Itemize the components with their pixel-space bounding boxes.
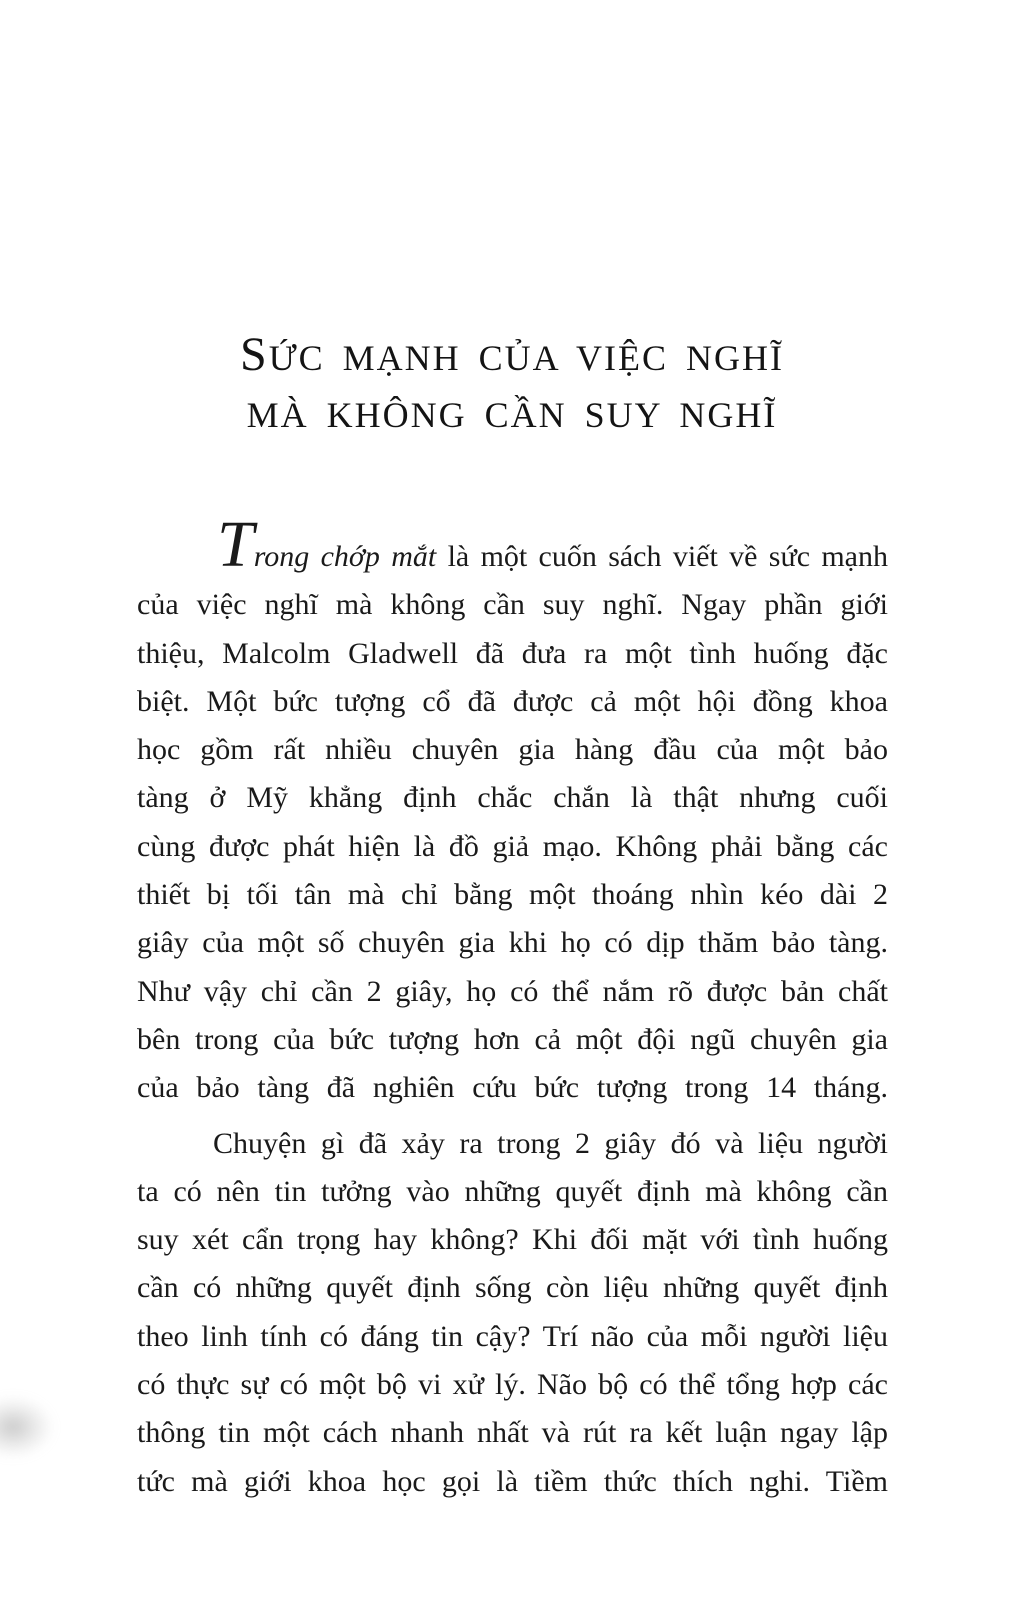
- text-line: ta có nên tin tưởng vào những quyết định mà không cần: [137, 1174, 888, 1208]
- paragraph-1-first-line: [137, 508, 888, 581]
- lead-initial-letter: T: [217, 508, 254, 581]
- chapter-title-line-2: MÀ KHÔNG CẦN SUY NGHĨ: [246, 395, 778, 435]
- text-line: thiệu, Malcolm Gladwell đã đưa ra một tình huống đặc: [137, 636, 888, 670]
- text-line: thiết bị tối tân mà chỉ bằng một thoáng nhìn kéo dài 2: [137, 878, 888, 912]
- text-line: có thực sự có một bộ vi xử lý. Não bộ có thể tổng hợp các: [137, 1368, 888, 1402]
- chapter-title-line-1: [0, 330, 1024, 387]
- text-line: của việc nghĩ mà không cần suy nghĩ. Ngay phần giới: [137, 588, 888, 622]
- text-line: giây của một số chuyên gia khi họ có dịp thăm bảo tàng.: [137, 926, 888, 960]
- scan-smudge-artifact: [0, 1396, 54, 1458]
- text-line: tức mà giới khoa học gọi là tiềm thức thích nghi. Tiềm: [137, 1464, 888, 1498]
- text-line: cần có những quyết định sống còn liệu những quyết định: [137, 1271, 888, 1305]
- text-line: cùng được phát hiện là đồ giả mạo. Không phải bằng các: [137, 829, 888, 863]
- title-line1-text: ỨC MẠNH CỦA VIỆC NGHĨ: [268, 338, 784, 378]
- text-line: suy xét cẩn trọng hay không? Khi đối mặt với tình huống: [137, 1223, 888, 1257]
- text-line: bên trong của bức tượng hơn cả một đội ngũ chuyên gia: [137, 1022, 888, 1056]
- text-line: theo linh tính có đáng tin cậy? Trí não của mỗi người liệu: [137, 1319, 888, 1353]
- first-line-text: là một cuốn sách viết về sức mạnh: [436, 540, 888, 573]
- paragraph-2: [137, 1120, 888, 1506]
- title-initial-cap: S: [240, 328, 269, 381]
- text-line: tàng ở Mỹ khẳng định chắc chắn là thật nhưng cuối: [137, 781, 888, 815]
- chapter-title: [0, 330, 1024, 444]
- book-title-italic: rong chớp mắt: [253, 540, 437, 573]
- paragraph-1: [137, 508, 888, 1113]
- text-line: thông tin một cách nhanh nhất và rút ra kết luận ngay lập: [137, 1416, 888, 1450]
- page-body-text: [137, 508, 888, 1506]
- text-line: biệt. Một bức tượng cổ đã được cả một hội đồng khoa: [137, 684, 888, 718]
- paragraph-2-first-line: Chuyện gì đã xảy ra trong 2 giây đó và liệu người: [213, 1126, 888, 1160]
- text-line: học gồm rất nhiều chuyên gia hàng đầu của một bảo: [137, 733, 888, 767]
- text-line: Như vậy chỉ cần 2 giây, họ có thể nắm rõ được bản chất: [137, 974, 888, 1008]
- text-line: của bảo tàng đã nghiên cứu bức tượng trong 14 tháng.: [137, 1071, 888, 1105]
